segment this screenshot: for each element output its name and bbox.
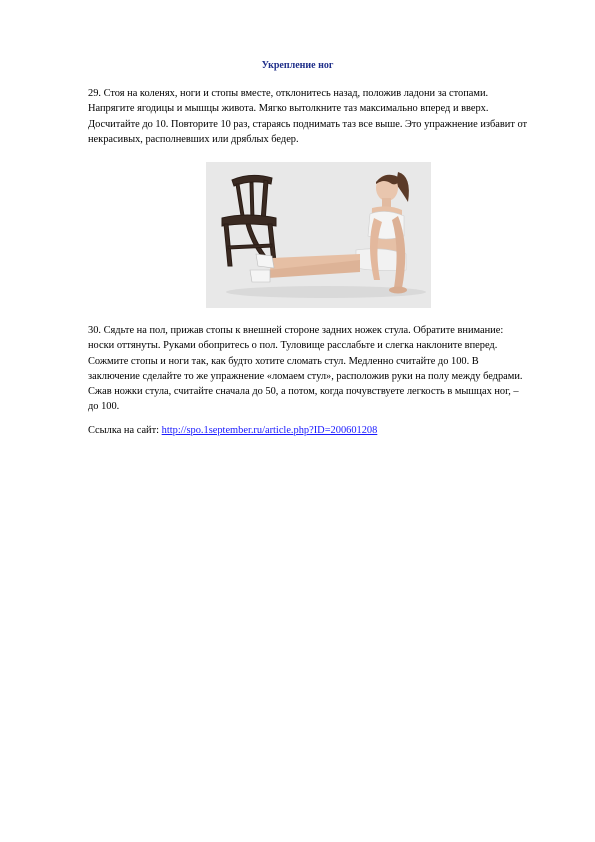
chair-drawing [222,175,276,266]
exercise-photo [206,162,431,308]
source-link-label: Ссылка на сайт: [88,425,160,436]
source-link-line [88,423,377,438]
woman-chair-illustration [206,162,431,308]
page-title: Укрепление ног [261,60,334,71]
exercise-29-text: 29. Стоя на коленях, ноги и стопы вместе, отклонитесь назад, положив ладони за стопами. Напрягите ягодицы и мышцы живота. Мягко вытолкните таз максимально вперед и вверх. Досчитайте до 10. Повторите 10 раз, стараясь поднимать таз все выше. Это упражнение избавит от некрасивых, располневших или дряблых бедер. [88,88,528,145]
woman-drawing [250,172,409,294]
exercise-30-text: 30. Сядьте на пол, прижав стопы к внешней стороне задних ножек стула. Обратите внимание: носки оттянуты. Руками обопритесь о пол. Туловище расслабьте и слегка наклоните вперед. Сожмите стопы и ноги так, как будто хотите сломать стул. Медленно считайте до 100. В заключение сделайте то же упражнение «ломаем стул», расположив руки на полу между бедрами. Сжав ножки стула, считайте сначала до 50, а потом, когда почувствуете легкость в мышцах ног, – до 100. [88,325,523,413]
source-link[interactable]: http://spo.1september.ru/article.php?ID=200601208 [161,425,378,436]
